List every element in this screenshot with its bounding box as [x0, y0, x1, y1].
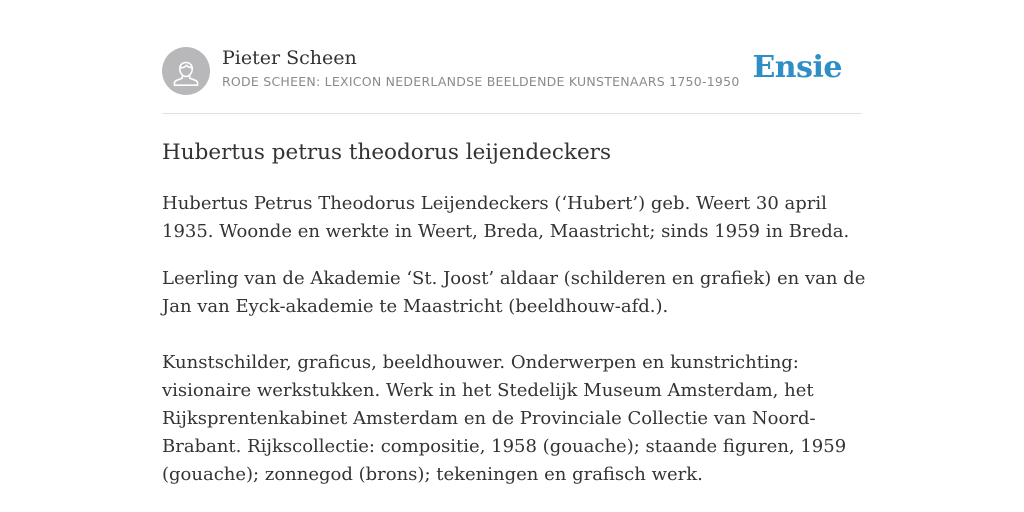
article-paragraph: Hubertus Petrus Theodorus Leijendeckers (‘Hubert’) geb. Weert 30 april 1935. Woonde en werkte in Weert, Breda, Maastricht; sinds 1959 in Breda. — [162, 193, 850, 242]
author-avatar[interactable] — [162, 47, 210, 95]
user-silhouette-icon — [162, 47, 210, 95]
article-title: Hubertus petrus theodorus leijendeckers — [162, 140, 611, 165]
article-header — [162, 46, 862, 96]
ensie-logo[interactable]: Ensie — [752, 50, 842, 85]
source-title[interactable]: RODE SCHEEN: LEXICON NEDERLANDSE BEELDENDE KUNSTENAARS 1750-1950 — [222, 74, 740, 89]
header-divider — [162, 113, 862, 114]
article-paragraph: Kunstschilder, graficus, beeldhouwer. Onderwerpen en kunstrichting: visionaire werkstukken. Werk in het Stedelijk Museum Amsterdam, het Rijksprentenkabinet Amsterdam en de Provinciale Collectie van Noord-Brabant. Rijkscollectie: compositie, 1958 (gouache); staande figuren, 1959 (gouache); zonnegod (brons); tekeningen en grafisch werk. — [162, 352, 847, 485]
article-paragraph: Leerling van de Akademie ‘St. Joost’ aldaar (schilderen en grafiek) en van de Jan van Eyck-akademie te Maastricht (beeldhouw-afd.). — [162, 268, 866, 317]
author-name[interactable]: Pieter Scheen — [222, 47, 357, 69]
